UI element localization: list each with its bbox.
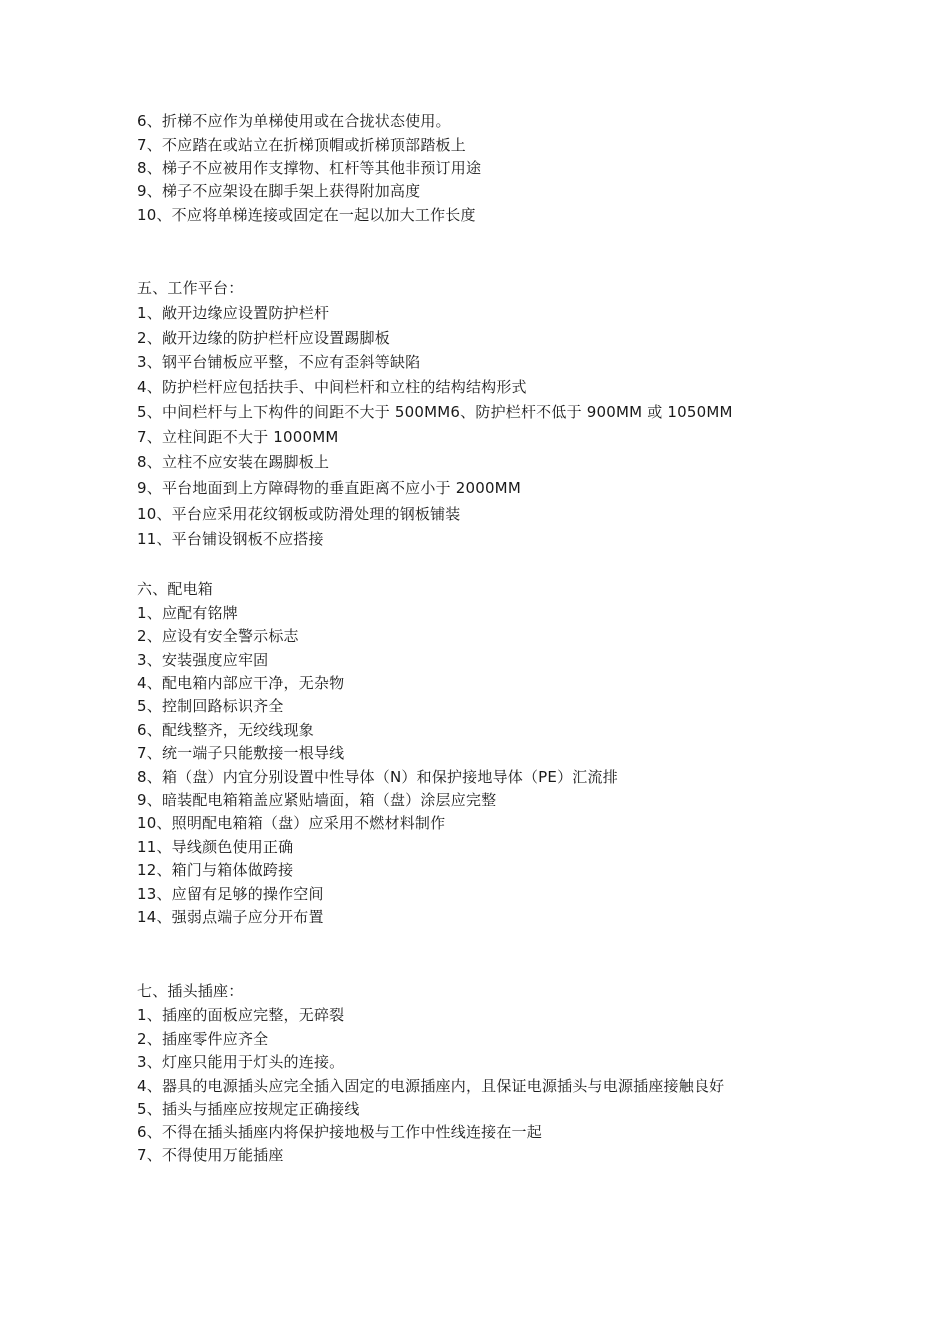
list-item: 6、折梯不应作为单梯使用或在合拢状态使用。	[137, 112, 451, 130]
list-item: 8、立柱不应安装在踢脚板上	[137, 453, 330, 471]
list-item: 1、插座的面板应完整，无碎裂	[137, 1006, 345, 1024]
list-item: 11、平台铺设钢板不应搭接	[137, 530, 324, 548]
list-item: 6、配线整齐，无绞线现象	[137, 721, 314, 739]
list-item: 10、照明配电箱箱（盘）应采用不燃材料制作	[137, 814, 446, 832]
list-item: 7、不应踏在或站立在折梯顶帽或折梯顶部踏板上	[137, 136, 466, 154]
list-item: 2、敞开边缘的防护栏杆应设置踢脚板	[137, 329, 390, 347]
list-item: 1、敞开边缘应设置防护栏杆	[137, 304, 330, 322]
list-item: 6、不得在插头插座内将保护接地极与工作中性线连接在一起	[137, 1123, 542, 1141]
list-item: 8、梯子不应被用作支撑物、杠杆等其他非预订用途	[137, 159, 482, 177]
list-item: 2、插座零件应齐全	[137, 1030, 269, 1048]
list-item: 7、不得使用万能插座	[137, 1146, 284, 1164]
list-item: 10、平台应采用花纹钢板或防滑处理的钢板铺装	[137, 505, 461, 523]
list-item: 3、灯座只能用于灯头的连接。	[137, 1053, 345, 1071]
list-item: 5、控制回路标识齐全	[137, 697, 284, 715]
list-item: 13、应留有足够的操作空间	[137, 885, 324, 903]
section-heading-plug-socket: 七、插头插座：	[137, 982, 244, 1000]
list-item: 1、应配有铭牌	[137, 604, 238, 622]
list-item: 3、安装强度应牢固	[137, 651, 269, 669]
section-heading-platform: 五、工作平台：	[137, 279, 244, 297]
list-item: 9、梯子不应架设在脚手架上获得附加高度	[137, 182, 421, 200]
list-item: 3、钢平台铺板应平整，不应有歪斜等缺陷	[137, 353, 421, 371]
list-item: 5、插头与插座应按规定正确接线	[137, 1100, 360, 1118]
list-item: 7、统一端子只能敷接一根导线	[137, 744, 345, 762]
list-item: 10、不应将单梯连接或固定在一起以加大工作长度	[137, 206, 476, 224]
list-item: 9、暗装配电箱箱盖应紧贴墙面，箱（盘）涂层应完整	[137, 791, 497, 809]
list-item: 4、器具的电源插头应完全插入固定的电源插座内，且保证电源插头与电源插座接触良好	[137, 1077, 725, 1095]
list-item: 2、应设有安全警示标志	[137, 627, 299, 645]
list-item: 4、防护栏杆应包括扶手、中间栏杆和立柱的结构结构形式	[137, 378, 527, 396]
list-item: 12、箱门与箱体做跨接	[137, 861, 294, 879]
section-heading-distribution-box: 六、配电箱	[137, 580, 214, 598]
list-item: 5、中间栏杆与上下构件的间距不大于 500MM6、防护栏杆不低于 900MM 或 1050MM	[137, 403, 733, 421]
list-item: 9、平台地面到上方障碍物的垂直距离不应小于 2000MM	[137, 479, 521, 497]
list-item: 11、导线颜色使用正确	[137, 838, 294, 856]
list-item: 14、强弱点端子应分开布置	[137, 908, 324, 926]
list-item: 7、立柱间距不大于 1000MM	[137, 428, 339, 446]
list-item: 4、配电箱内部应干净，无杂物	[137, 674, 345, 692]
list-item: 8、箱（盘）内宜分别设置中性导体（N）和保护接地导体（PE）汇流排	[137, 768, 618, 786]
